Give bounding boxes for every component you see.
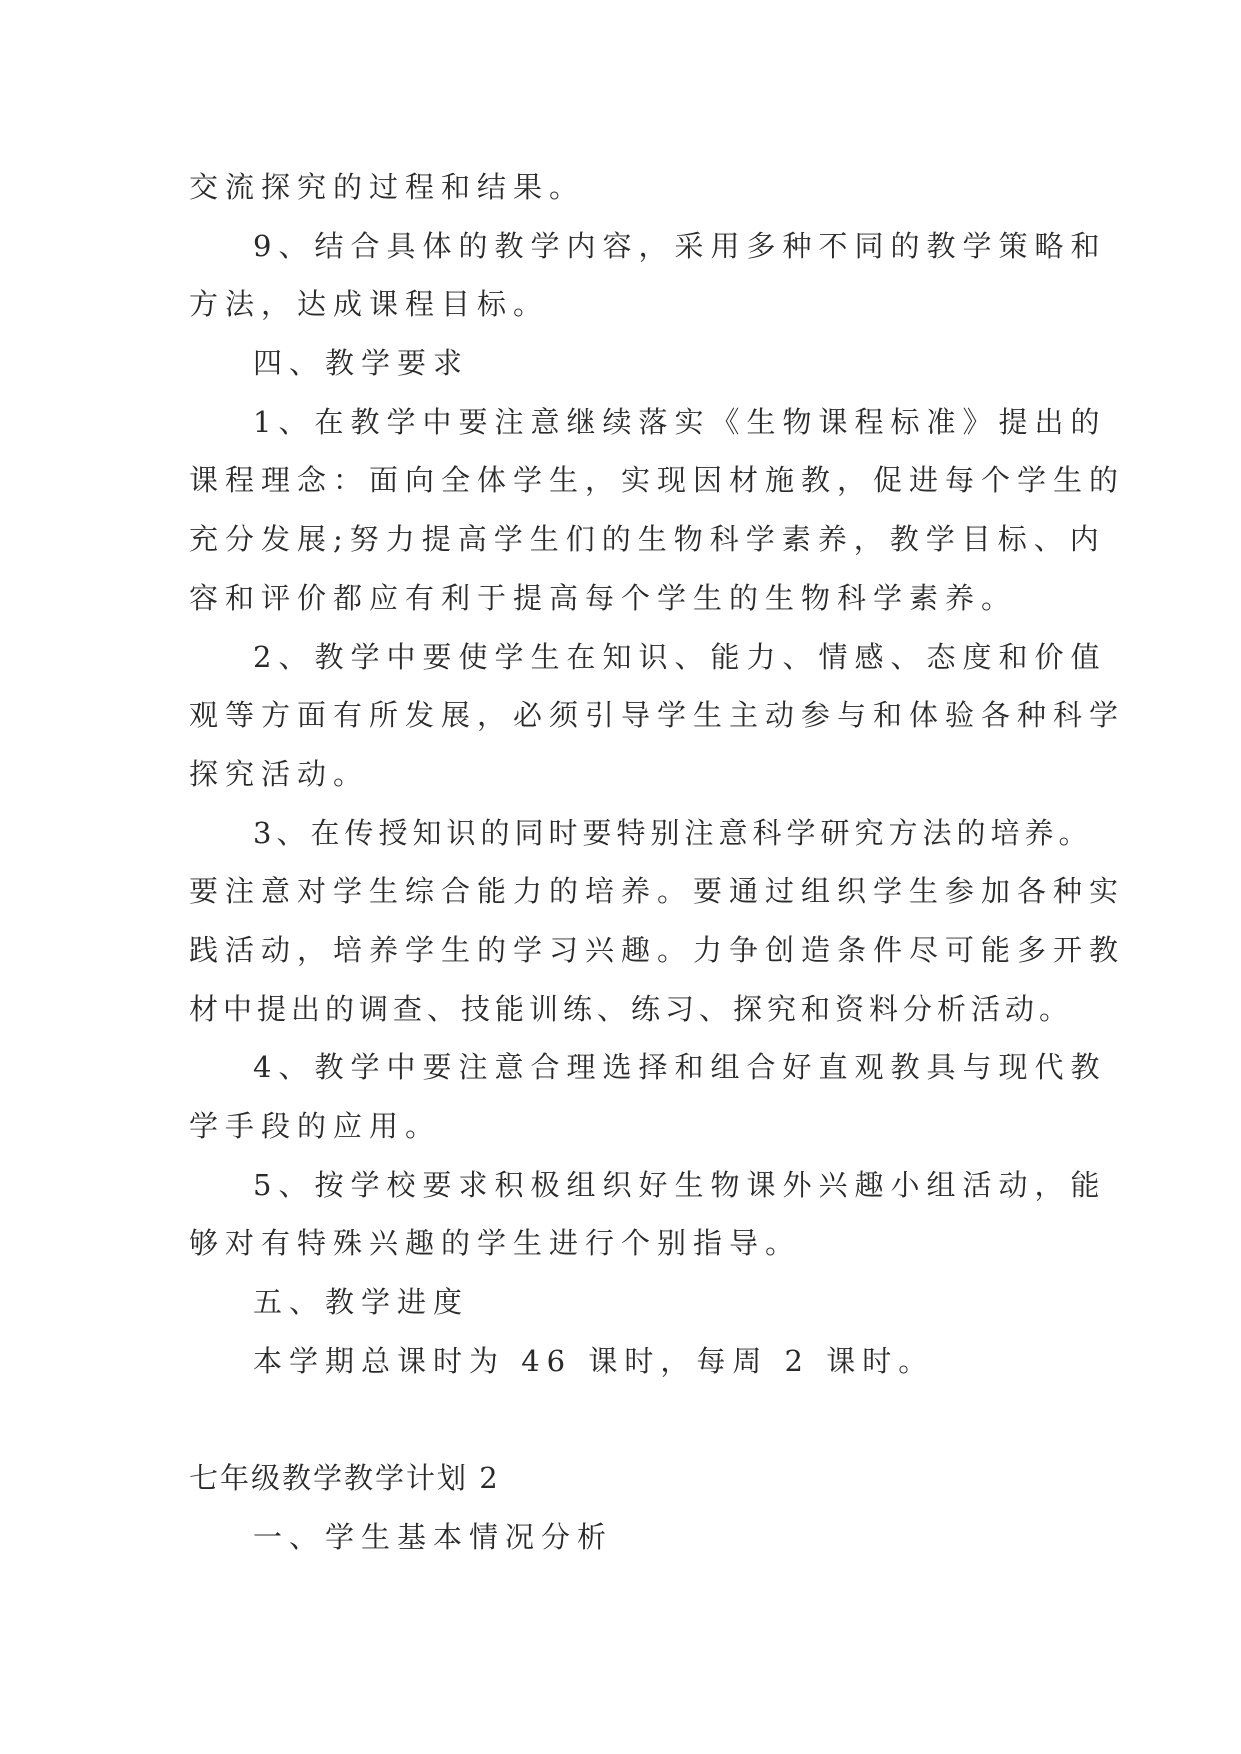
document-body [189,158,1126,1567]
paragraph-line: 5、按学校要求积极组织好生物课外兴趣小组活动，能 [253,1167,1107,1202]
paragraph-line: 要注意对学生综合能力的培养。要通过组织学生参加各种实 [189,874,1126,909]
paragraph-line: 本学期总课时为 46 课时，每周 2 课时。 [253,1343,935,1378]
paragraph-line: 学手段的应用。 [189,1109,442,1143]
paragraph-line: 够对有特殊兴趣的学生进行个别指导。 [189,1226,802,1261]
section-heading: 五、教学进度 [253,1285,470,1320]
document-title: 七年级教学教学计划 2 [189,1461,500,1496]
paragraph-line: 9、结合具体的教学内容，采用多种不同的教学策略和 [253,228,1107,263]
paragraph-line: 方法，达成课程目标。 [189,287,550,322]
section-heading: 一、学生基本情况分析 [253,1519,614,1554]
paragraph-line: 交流探究的过程和结果。 [189,170,586,204]
paragraph-line: 3、在传授知识的同时要特别注意科学研究方法的培养。 [253,815,1093,850]
section-heading: 四、教学要求 [253,346,470,381]
paragraph-line: 4、教学中要注意合理选择和组合好直观教具与现代教 [253,1050,1107,1085]
paragraph-line: 观等方面有所发展，必须引导学生主动参与和体验各种科学 [189,698,1126,733]
paragraph-line: 材中提出的调查、技能训练、练习、探究和资料分析活动。 [189,991,1074,1026]
paragraph-line: 2、教学中要使学生在知识、能力、情感、态度和价值 [253,639,1107,674]
blank-gap [189,1390,1051,1449]
paragraph-line: 践活动，培养学生的学习兴趣。力争创造条件尽可能多开教 [189,932,1126,967]
paragraph-line: 课程理念：面向全体学生，实现因材施教，促进每个学生的 [189,463,1126,498]
paragraph-line: 1、在教学中要注意继续落实《生物课程标准》提出的 [253,404,1107,439]
paragraph-line: 充分发展;努力提高学生们的生物科学素养，教学目标、内 [189,522,1106,557]
paragraph-line: 容和评价都应有利于提高每个学生的生物科学素养。 [189,580,1018,615]
paragraph-line: 探究活动。 [189,756,370,791]
